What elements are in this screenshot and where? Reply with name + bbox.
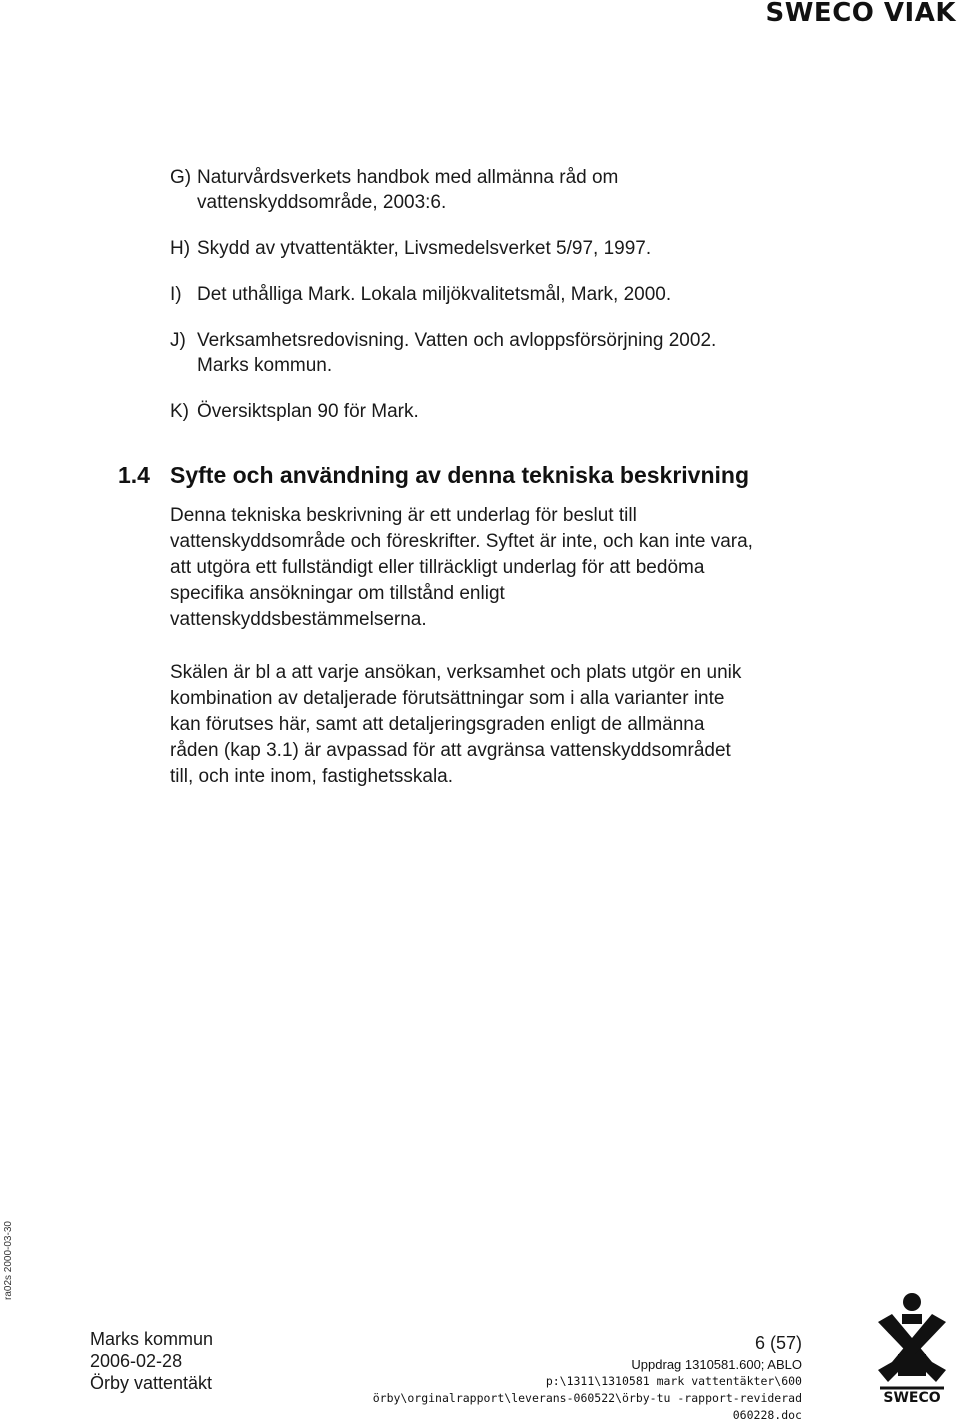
file-path-line: 060228.doc <box>732 1408 802 1422</box>
reference-item <box>170 165 810 215</box>
paragraph-line: specifika ansökningar om tillstånd enligt <box>170 583 505 604</box>
reference-list <box>170 165 810 445</box>
footer-project: Örby vattentäkt <box>90 1373 213 1393</box>
section-number: 1.4 <box>118 462 150 488</box>
assignment-number: Uppdrag 1310581.600; ABLO <box>631 1357 802 1372</box>
footer-date: 2006-02-28 <box>90 1351 183 1371</box>
reference-letter: J) <box>170 330 186 351</box>
footer-info <box>90 1328 213 1394</box>
paragraph-line: vattenskyddsområde och föreskrifter. Syftet är inte, och kan inte vara, <box>170 531 753 552</box>
body-paragraph <box>170 503 820 633</box>
footer-client: Marks kommun <box>90 1329 214 1349</box>
reference-text: vattenskyddsområde, 2003:6. <box>197 192 447 213</box>
body-paragraph <box>170 660 820 790</box>
section-title: Syfte och användning av denna tekniska beskrivning <box>170 462 749 488</box>
reference-letter: K) <box>170 401 189 422</box>
section-heading <box>118 460 749 490</box>
sweco-logo-text: SWECO <box>883 1390 941 1404</box>
reference-text: Det uthålliga Mark. Lokala miljökvalitetsmål, Mark, 2000. <box>197 284 672 305</box>
reference-item <box>170 282 810 307</box>
reference-text: Naturvårdsverkets handbok med allmänna råd om <box>197 167 619 188</box>
company-logo: SWECO VIAK <box>765 0 956 28</box>
reference-letter: H) <box>170 238 191 259</box>
reference-letter: G) <box>170 167 192 188</box>
paragraph-line: råden (kap 3.1) är avpassad för att avgränsa vattenskyddsområdet <box>170 740 731 761</box>
reference-text: Översiktsplan 90 för Mark. <box>197 401 419 422</box>
reference-text: Verksamhetsredovisning. Vatten och avloppsförsörjning 2002. <box>197 330 717 351</box>
file-path-line: p:\1311\1310581 mark vattentäkter\600 <box>545 1374 802 1388</box>
reference-item <box>170 328 810 378</box>
reference-item <box>170 236 810 261</box>
paragraph-line: kombination av detaljerade förutsättningar som i alla varianter inte <box>170 688 725 709</box>
reference-letter: I) <box>170 284 182 305</box>
paragraph-line: att utgöra ett fullständigt eller tillräckligt underlag för att bedöma <box>170 557 705 578</box>
paragraph-line: vattenskyddsbestämmelserna. <box>170 609 427 630</box>
footer-file-info <box>373 1356 802 1424</box>
reference-text: Skydd av ytvattentäkter, Livsmedelsverket 5/97, 1997. <box>197 238 652 259</box>
paragraph-line: till, och inte inom, fastighetsskala. <box>170 766 454 787</box>
reference-text: Marks kommun. <box>197 355 333 376</box>
paragraph-line: Skälen är bl a att varje ansökan, verksamhet och plats utgör en unik <box>170 662 742 683</box>
template-code: ra02s 2000-03-30 <box>3 1221 14 1300</box>
sweco-logo-icon <box>876 1292 948 1404</box>
paragraph-line: Denna tekniska beskrivning är ett underlag för beslut till <box>170 505 637 526</box>
reference-item <box>170 399 810 424</box>
page-number: 6 (57) <box>755 1333 803 1353</box>
file-path-line: örby\orginalrapport\leverans-060522\örby-tu -rapport-reviderad <box>372 1391 802 1405</box>
paragraph-line: kan förutses här, samt att detaljeringsgraden enligt de allmänna <box>170 714 705 735</box>
